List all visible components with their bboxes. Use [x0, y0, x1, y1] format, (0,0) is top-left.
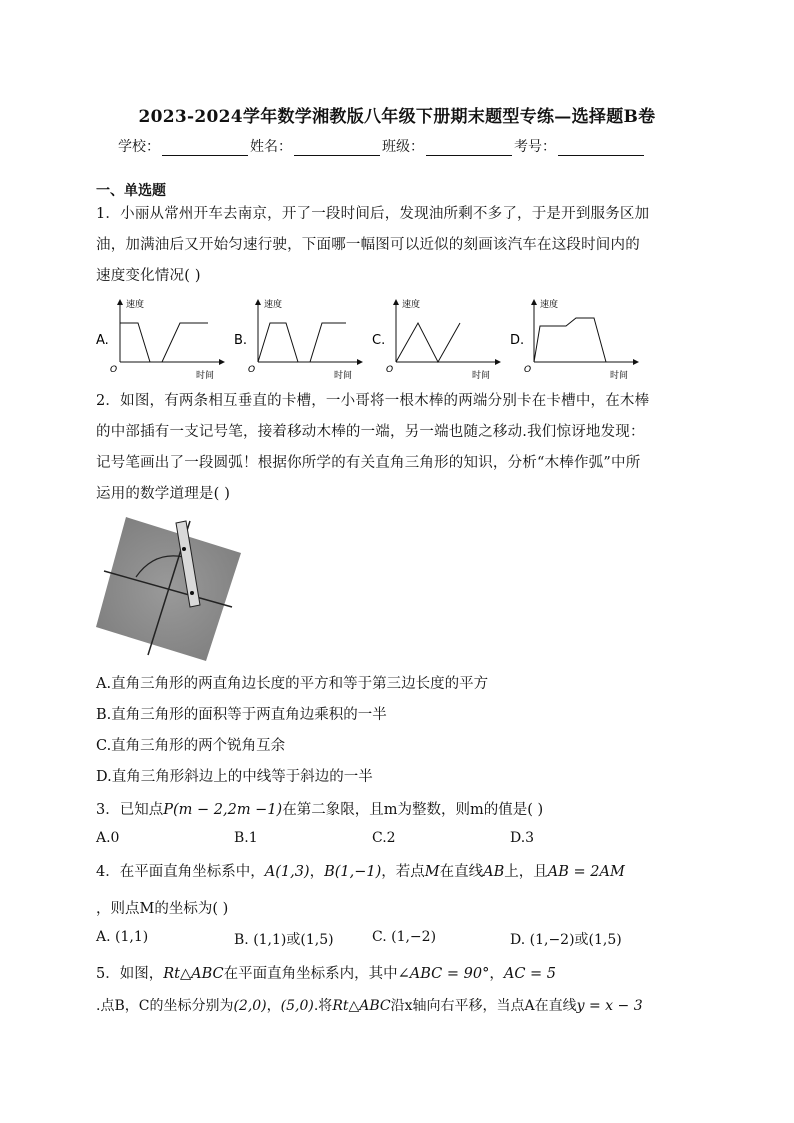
question-1-line: 速度变化情况( ) [96, 268, 201, 284]
option-d[interactable]: D. (1,−2)或(1,5) [510, 932, 622, 948]
option-b[interactable]: B.直角三角形的面积等于两直角边乘积的一半 [96, 707, 387, 723]
question-1 [96, 199, 700, 292]
x-axis-label: 时间 [610, 371, 629, 381]
option-a[interactable]: A.0 [96, 830, 120, 846]
y-axis-label: 速度 [264, 300, 283, 310]
question-1-line: 1．小丽从常州开车去南京，开了一段时间后，发现油所剩不多了，于是开到服务区加 [96, 206, 650, 222]
question-4-line-1: 4．在平面直角坐标系中，A(1,3)，B(1,−1)，若点M在直线AB上，且AB = 2AM [96, 864, 625, 880]
graph-c [372, 298, 500, 381]
y-axis-label: 速度 [126, 300, 145, 310]
graph-b [234, 298, 362, 381]
origin-label: O [110, 365, 118, 375]
speed-line [396, 323, 460, 362]
page-title: 2023-2024学年数学湘教版八年级下册期末题型专练—选择题B卷 [138, 107, 656, 127]
question-4-line-2: ，则点M的坐标为( ) [96, 901, 229, 917]
option-c[interactable]: C.2 [372, 830, 396, 846]
y-axis-label: 速度 [540, 300, 559, 310]
wooden-stick-photo [96, 515, 241, 661]
question-3: 3．已知点P(m − 2,2m −1)在第二象限，且m为整数，则m的值是( ) [96, 802, 544, 818]
name-blank[interactable] [294, 141, 380, 156]
exam-no-field: 考号： [514, 136, 644, 156]
graph-a [96, 298, 224, 381]
option-label: B. [234, 333, 248, 348]
y-axis-label: 速度 [402, 300, 421, 310]
option-a[interactable]: A. (1,1) [96, 929, 149, 945]
question-5-line-1: 5．如图，Rt△ABC在平面直角坐标系内，其中∠ABC = 90°，AC = 5 [96, 966, 557, 982]
origin-label: O [248, 365, 256, 375]
school-field: 学校： [118, 136, 248, 156]
option-b[interactable]: B. (1,1)或(1,5) [234, 932, 334, 948]
question-2-line: 运用的数学道理是( ) [96, 486, 231, 502]
option-d[interactable]: D.3 [510, 830, 535, 846]
speed-line [534, 318, 606, 362]
question-2-line: 记号笔画出了一段圆弧！根据你所学的有关直角三角形的知识，分析“木棒作弧”中所 [96, 455, 641, 471]
exam-no-blank[interactable] [558, 141, 644, 156]
x-axis-label: 时间 [196, 371, 215, 381]
class-blank[interactable] [426, 141, 512, 156]
option-b[interactable]: B.1 [234, 830, 258, 846]
x-axis-label: 时间 [334, 371, 353, 381]
student-info-row [118, 136, 646, 156]
option-label: A. [96, 333, 109, 348]
question-2-line: 的中部插有一支记号笔，接着移动木棒的一端，另一端也随之移动.我们惊讶地发现： [96, 424, 645, 440]
class-field: 班级： [382, 136, 512, 156]
point-expression: P(m − 2,2m −1) [163, 802, 283, 818]
question-1-line: 油，加满油后又开始匀速行驶，下面哪一幅图可以近似的刻画该汽车在这段时间内的 [96, 237, 640, 253]
speed-line [258, 323, 346, 362]
speed-line [120, 323, 208, 362]
section-heading: 一、单选题 [96, 183, 166, 199]
name-field: 姓名： [250, 136, 380, 156]
graph-d [510, 298, 638, 381]
option-d[interactable]: D.直角三角形斜边上的中线等于斜边的一半 [96, 769, 373, 785]
option-label: C. [372, 333, 386, 348]
origin-label: O [524, 365, 532, 375]
school-blank[interactable] [162, 141, 248, 156]
x-axis-label: 时间 [472, 371, 491, 381]
option-label: D. [510, 333, 525, 348]
origin-label: O [386, 365, 394, 375]
question-2 [96, 386, 700, 510]
question-1-graphs [96, 296, 656, 382]
option-c[interactable]: C. (1,−2) [372, 929, 437, 945]
option-a[interactable]: A.直角三角形的两直角边长度的平方和等于第三边长度的平方 [96, 676, 489, 692]
question-2-line: 2．如图，有两条相互垂直的卡槽，一小哥将一根木棒的两端分别卡在卡槽中，在木棒 [96, 393, 650, 409]
option-c[interactable]: C.直角三角形的两个锐角互余 [96, 738, 286, 754]
question-5-line-2: .点B，C的坐标分别为(2,0)，(5,0).将Rt△ABC沿x轴向右平移，当点A在直线y = x − 3 [96, 998, 643, 1014]
